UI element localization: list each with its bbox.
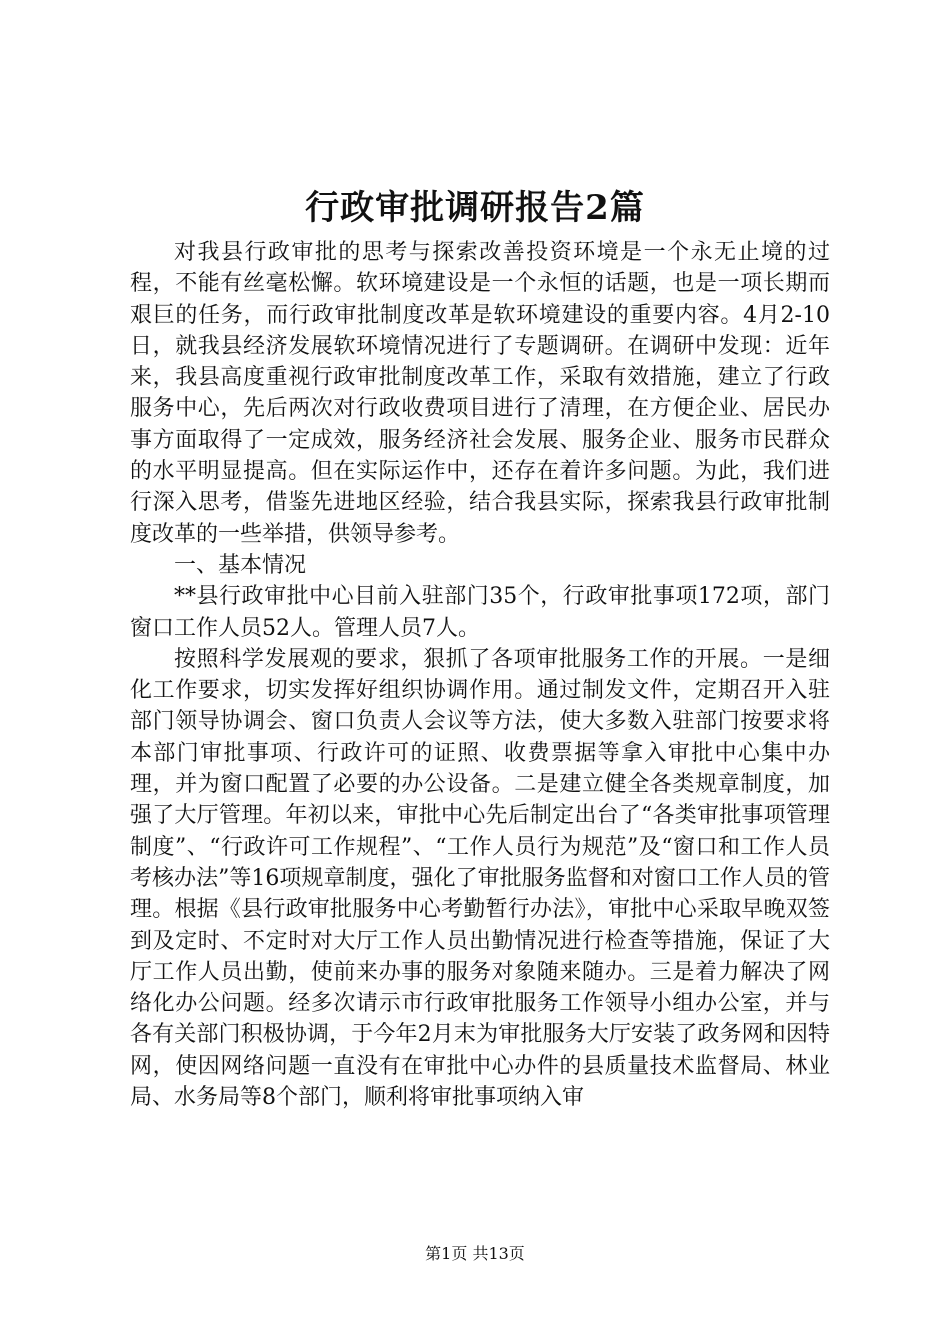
paragraph-work-details: 按照科学发展观的要求，狠抓了各项审批服务工作的开展。一是细化工作要求，切实发挥好组织协调作用。通过制发文件，定期召开入驻部门领导协调会、窗口负责人会议等方法，使大多数入驻部门按要求将本部门审批事项、行政许可的证照、收费票据等拿入审批中心集中办理，并为窗口配置了必要的办公设备。二是建立健全各类规章制度，加强了大厅管理。年初以来，审批中心先后制定出台了“各类审批事项管理制度”、“行政许可工作规程”、“工作人员行为规范”及“窗口和工作人员考核办法”等16项规章制度，强化了审批服务监督和对窗口工作人员的管理。根据《县行政审批服务中心考勤暂行办法》，审批中心采取早晚双签到及定时、不定时对大厅工作人员出勤情况进行检查等措施，保证了大厅工作人员出勤，使前来办事的服务对象随来随办。三是着力解决了网络化办公问题。经多次请示市行政审批服务工作领导小组办公室，并与各有关部门积极协调，于今年2月末为审批服务大厅安装了政务网和因特网，使因网络问题一直没有在审批中心办件的县质量技术监督局、林业局、水务局等8个部门，顺利将审批事项纳入审 bbox=[130, 646, 830, 1111]
document-title: 行政审批调研报告2篇 bbox=[305, 188, 645, 228]
document-body bbox=[130, 237, 830, 1113]
paragraph-intro: 对我县行政审批的思考与探索改善投资环境是一个永无止境的过程，不能有丝毫松懈。软环境建设是一个永恒的话题，也是一项长期而艰巨的任务，而行政审批制度改革是软环境建设的重要内容。4月2-10日，就我县经济发展软环境情况进行了专题调研。在调研中发现：近年来，我县高度重视行政审批制度改革工作，采取有效措施，建立了行政服务中心，先后两次对行政收费项目进行了清理，在方便企业、居民办事方面取得了一定成效，服务经济社会发展、服务企业、服务市民群众的水平明显提高。但在实际运作中，还存在着许多问题。为此，我们进行深入思考，借鉴先进地区经验，结合我县实际，探索我县行政审批制度改革的一些举措，供领导参考。 bbox=[130, 240, 830, 547]
section-heading-basic-situation: 一、基本情况 bbox=[174, 552, 307, 578]
paragraph-statistics: **县行政审批中心目前入驻部门35个，行政审批事项172项，部门窗口工作人员52人。管理人员7人。 bbox=[130, 584, 830, 641]
page-footer: 第1页 共13页 bbox=[425, 1244, 525, 1263]
